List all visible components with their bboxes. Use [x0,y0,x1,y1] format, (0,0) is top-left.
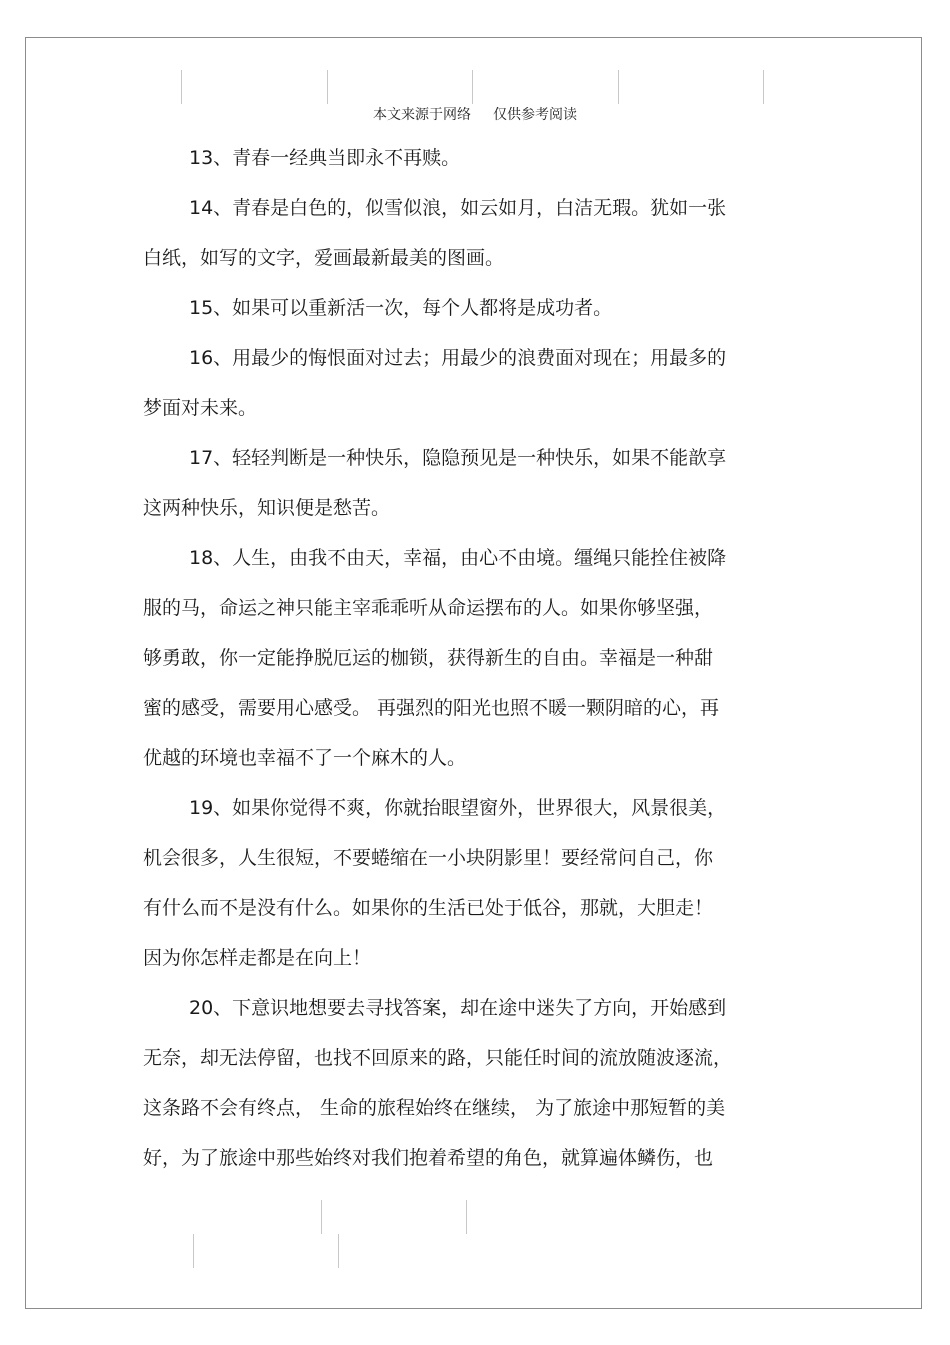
paragraph-line: 20、下意识地想要去寻找答案，却在途中迷失了方向，开始感到 [189,997,727,1019]
header-divider [327,70,328,104]
paragraph-line: 16、用最少的悔恨面对过去；用最少的浪费面对现在；用最多的 [189,347,727,369]
paragraph-line: 15、如果可以重新活一次，每个人都将是成功者。 [189,297,613,319]
paragraph-line: 14、青春是白色的，似雪似浪，如云如月，白洁无瑕。犹如一张 [189,197,727,219]
paragraph-line: 好，为了旅途中那些始终对我们抱着希望的角色，就算遍体鳞伤，也 [143,1147,714,1169]
paragraph-line: 优越的环境也幸福不了一个麻木的人。 [143,747,467,769]
paragraph-line: 蜜的感受，需要用心感受。 再强烈的阳光也照不暖一颗阴暗的心，再 [143,697,720,719]
document-body [143,133,803,1183]
paragraph-line: 这条路不会有终点， 生命的旅程始终在继续， 为了旅途中那短暂的美 [143,1097,726,1119]
paragraph-line: 18、人生，由我不由天，幸福，由心不由境。缰绳只能拴住被降 [189,547,727,569]
footer-divider [193,1234,194,1268]
footer-divider [321,1200,322,1234]
paragraph-line: 17、轻轻判断是一种快乐，隐隐预见是一种快乐，如果不能歆享 [189,447,727,469]
header-note [0,104,950,124]
paragraph-line: 无奈，却无法停留，也找不回原来的路，只能任时间的流放随波逐流， [143,1047,733,1069]
paragraph-line: 19、如果你觉得不爽，你就抬眼望窗外，世界很大，风景很美， [189,797,727,819]
paragraph-line: 白纸，如写的文字，爱画最新最美的图画。 [143,247,505,269]
header-divider [472,70,473,104]
header-divider [618,70,619,104]
footer-divider [466,1200,467,1234]
paragraph-line: 因为你怎样走都是在向上！ [143,947,372,969]
paragraph-line: 够勇敢，你一定能挣脱厄运的枷锁，获得新生的自由。幸福是一种甜 [143,647,714,669]
paragraph-line: 梦面对未来。 [143,397,258,419]
paragraph-line: 机会很多，人生很短，不要蜷缩在一小块阴影里！要经常问自己，你 [143,847,714,869]
header-divider [181,70,182,104]
source-note: 本文来源于网络 [373,107,471,123]
footer-divider [338,1234,339,1268]
header-divider [763,70,764,104]
reference-note: 仅供参考阅读 [493,107,577,123]
paragraph-line: 这两种快乐，知识便是愁苦。 [143,497,391,519]
paragraph-line: 服的马，命运之神只能主宰乖乖听从命运摆布的人。如果你够坚强， [143,597,714,619]
paragraph-line: 有什么而不是没有什么。如果你的生活已处于低谷，那就，大胆走！ [143,897,714,919]
paragraph-line: 13、青春一经典当即永不再赎。 [189,147,461,169]
